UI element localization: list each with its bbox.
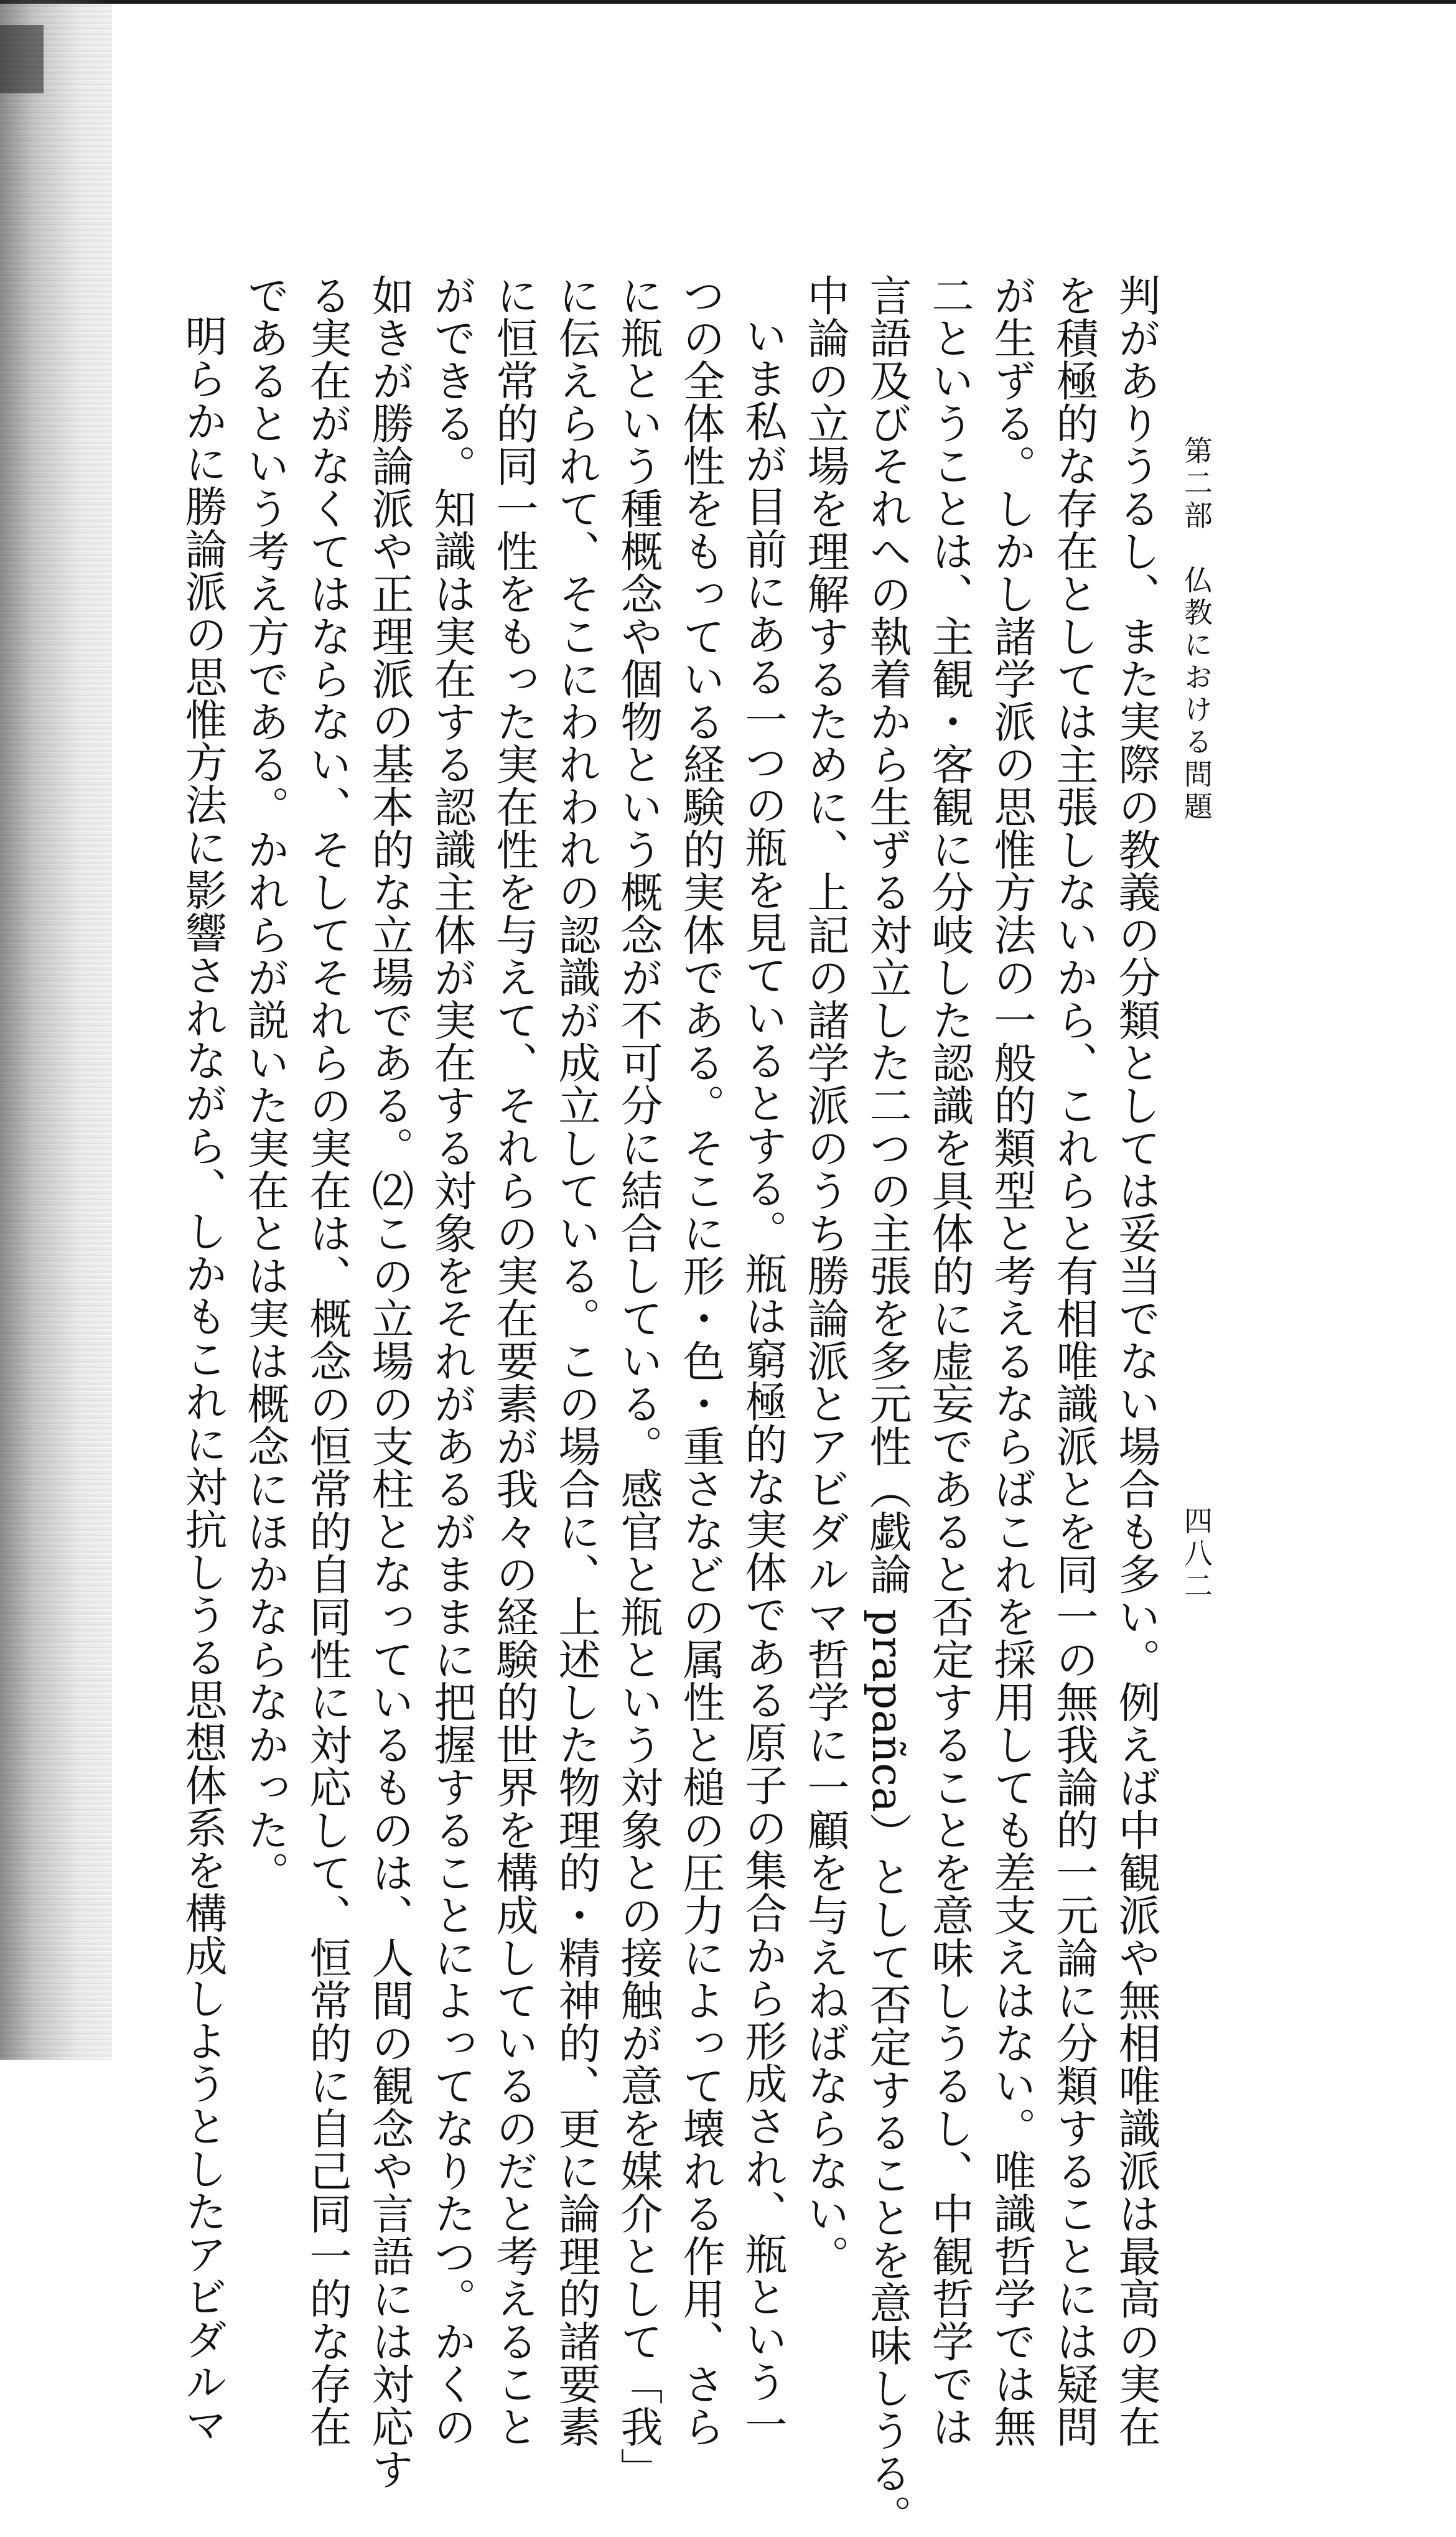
text-line-06: 中論の立場を理解するために、上記の諸学派のうち勝論派とアビダルマ哲学に一顧を与えねばならない。	[800, 274, 849, 2278]
text-line-02: を積極的な存在としては主張しないから、これらと有相唯識派とを同一の無我論的一元論に分類することには疑問	[1049, 274, 1098, 2448]
text-line-13: 如きが勝論派や正理派の基本的な立場である。⑵この立場の支柱となっているものは、人間の観念や言語には対応す	[365, 274, 414, 2490]
text-line-11: に恒常的同一性をもった実在性を与えて、それらの実在要素が我々の経験的世界を構成しているのだと考えること	[489, 274, 538, 2448]
page-number: 四八二	[1180, 1506, 1213, 1603]
text-line-08: つの全体性をもっている経験的実体である。そこに形・色・重さなどの属性と槌の圧力によって壊れる作用、さら	[676, 274, 725, 2448]
running-header-title: 第二部 仏教における問題	[1180, 436, 1213, 824]
text-line-15: であるという考え方である。かれらが説いた実在とは実は概念にほかならなかった。	[240, 274, 289, 1894]
text-line-01: 判がありうるし、また実際の教義の分類としては妥当でない場合も多い。例えば中観派や無相唯識派は最高の実在	[1111, 274, 1160, 2448]
text-line-10: に伝えられて、そこにわれわれの認識が成立している。この場合に、上述した物理的・精神的、更に論理的諸要素	[551, 274, 600, 2448]
scan-shadow-block	[0, 25, 44, 93]
text-line-07: いま私が目前にある一つの瓶を見ているとする。瓶は窮極的な実体である原子の集合から形成され、瓶という一	[738, 314, 787, 2446]
text-line-16: 明らかに勝論派の思惟方法に影響されながら、しかもこれに対抗しうる思想体系を構成しようとしたアビダルマ	[178, 314, 227, 2446]
top-border-rule	[0, 0, 1456, 4]
text-line-12: ができる。知識は実在する認識主体が実在する対象をそれがあるがままに把握することによってなりたつ。かくの	[427, 274, 476, 2448]
scan-shadow-edge	[0, 0, 112, 2060]
text-line-05: 言語及びそれへの執着から生ずる対立した二つの主張を多元性（戯論 prapañca）として否定することを意味しうる。	[862, 274, 912, 2537]
text-line-04: 二ということは、主観・客観に分岐した認識を具体的に虚妄であると否定することを意味しうるし、中観哲学では	[925, 274, 974, 2448]
text-line-14: る実在がなくてはならない、そしてそれらの実在は、概念の恒常的自同性に対応して、恒常的に自己同一的な存在	[302, 274, 352, 2448]
text-line-09: に瓶という種概念や個物という概念が不可分に結合している。感官と瓶という対象との接触が意を媒介として「我」	[614, 274, 663, 2490]
text-line-03: が生ずる。しかし諸学派の思惟方法の一般的類型と考えるならばこれを採用しても差支えはない。唯識哲学では無	[987, 274, 1036, 2448]
